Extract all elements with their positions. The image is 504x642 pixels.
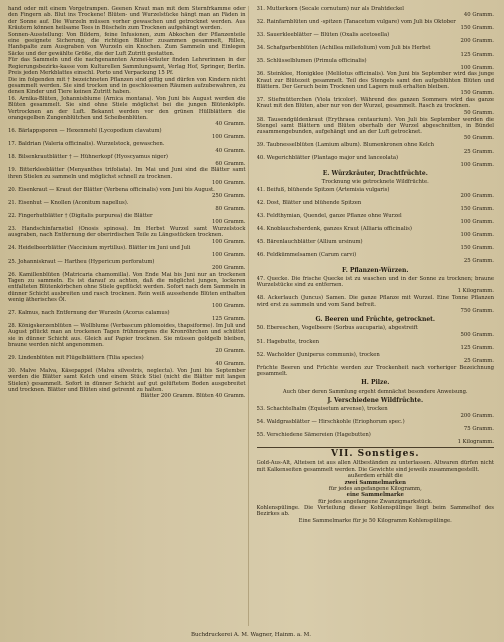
entry-quantity: 40 Gramm.	[215, 361, 246, 368]
entry-quantity: 50 Gramm.	[463, 109, 494, 116]
entry-quantity: 150 Gramm.	[460, 25, 494, 32]
entry-quantity: Blätter 200 Gramm. Blüten 40 Gramm.	[140, 393, 246, 400]
entry-text: 33. Sauerkleeblätter — Blüten (Oxalis acetosella)	[256, 32, 390, 39]
entry-text: 40. Wegerichblätter (Plantago major und lanceolata)	[256, 155, 399, 162]
entry-quantity: 125 Gramm.	[460, 51, 494, 58]
columns	[8, 6, 494, 626]
entry-quantity: 150 Gramm.	[460, 245, 494, 252]
entry-text: 17. Baldrian (Valeria officinalis). Wurzelstock, gewaschen.	[8, 141, 165, 148]
entry-quantity: 200 Gramm.	[460, 38, 494, 45]
vii-paragraph-1: Gold-Aus-Alt, Alteisen ist aus allen Altbeständen zu unterlassen. Altwaren dürfen nicht mit Kalkenseiten gesammelt werden. Die Gewichte sind jeweils zusammengestellt.	[256, 460, 494, 473]
section-g-list	[257, 325, 495, 364]
section-j-list	[257, 406, 495, 445]
section-e-entry	[257, 213, 495, 226]
entry-text: 53. Schachtelhalm (Equisetum arvense), trocken	[256, 406, 388, 413]
entry-quantity: 100 Gramm.	[212, 219, 246, 226]
left-item-list	[8, 96, 246, 399]
right-item-entry	[257, 97, 495, 116]
entry-quantity: 200 Gramm.	[460, 412, 494, 419]
entry-quantity: 1 Kilogramm.	[457, 438, 494, 445]
entry-text: 44. Knoblauchsherdenk, ganzes Kraut (Alliaria officinalis)	[256, 225, 412, 232]
left-item-entry	[8, 323, 246, 354]
left-column	[8, 6, 249, 626]
vii-line-4: eine Sammelmarke	[346, 492, 404, 499]
section-f-title: F. Pflanzen-Würzen.	[342, 266, 409, 274]
entry-quantity: 100 Gramm.	[212, 134, 246, 141]
left-item-entry	[8, 167, 246, 186]
left-item-entry	[8, 213, 246, 226]
entry-quantity: 50 Gramm.	[463, 135, 494, 142]
section-j-entry	[257, 419, 495, 432]
entry-quantity: 25 Gramm.	[463, 148, 494, 155]
entry-quantity: 125 Gramm.	[460, 344, 494, 351]
entry-text: 16. Bärlappsporen — Hexenmehl (Lycopodium clavatum)	[8, 128, 162, 135]
left-item-entry	[8, 187, 246, 200]
entry-text: 23. Handschinfarnstiel (Onosis spinosa). Im Herbst Wurzel samt Wurzelstock ausgraben, nach Entfernung der oberirdischen Teile zu Längsstücken trocknen.	[8, 226, 246, 239]
section-vii-title: VII. Sonstiges.	[330, 449, 420, 459]
right-item-entry	[257, 71, 495, 96]
right-item-entry	[257, 19, 495, 32]
vii-line-3: für jedes angefangene Kilogramm,	[328, 485, 422, 492]
left-item-entry	[8, 310, 246, 323]
left-item-entry	[8, 226, 246, 245]
vii-line-1: außerdem erhält die	[347, 473, 403, 480]
entry-quantity: 125 Gramm.	[212, 316, 246, 323]
entry-text: 32. Rainfarnblüten und -spitzen (Tanacetum vulgare) vom Juli bis Oktober	[256, 19, 456, 26]
entry-text: 48. Ackerlauch (Juncus) Samen. Die ganze Pflanze mit Wurzel. Eine Tonne Pflanzen wird erst zu sammeln und vom Sand befreit.	[256, 295, 494, 308]
section-e-entry	[257, 226, 495, 239]
right-item-entry	[257, 155, 495, 168]
right-item-entry	[257, 6, 495, 19]
entry-text: 24. Heidelbeerblätter (Vaccinium myrtillus). Blätter im Juni und Juli	[8, 245, 191, 252]
left-item-entry	[8, 355, 246, 368]
entry-quantity: 200 Gramm.	[212, 264, 246, 271]
entry-text: 26. Kamillenblüten (Matricaria chamomilla). Von Ende Mai bis Juni nur an trockenen Tagen zu sammeln. Es ist darauf zu achten, daß die möglichst jungen, lockeren entfalteten Blütenkörbchen ohne Stiele gepflückt werden. Sofort nach dem Sammeln in dünner Schicht ausbreiten und rasch trocknen. Rein weiß aussehende Blüten enthalten wenig ätherisches Öl.	[8, 271, 246, 303]
left-item-entry	[8, 141, 246, 154]
entry-text: 42. Dost, Blätter und blühende Spitzen	[256, 199, 362, 206]
entry-text: 45. Bärenlauchblätter (Allium ursinum)	[256, 238, 363, 245]
right-item-entry	[257, 117, 495, 142]
entry-text: 25. Johanniskraut — Hartheu (Hypericum perforatum)	[8, 258, 155, 265]
entry-text: 36. Steinklee, Honigklee (Melilotus officinalis). Von Juni bis September wird das junge Kraut zur Blütezeit gesammelt. Teil des Stengels samt den aufgeblühten Blüten und Blättern. Der Geruch beim Trocknen und Lagern muß erhalten bleiben.	[256, 71, 494, 91]
left-item-entry	[8, 200, 246, 213]
entry-text: 38. Tausendgüldenkraut (Erythraea centaurium). Von Juli bis September werden die Stengel samt Blättern und Blüten oberhalb der Wurzel abgeschnitten, in Bündel zusammengebunden, aufgehängt und an der Luft getrocknet.	[256, 116, 494, 136]
printer-imprint: Buchdruckerei A. M. Wagner, Hainm. a. M.	[190, 632, 312, 638]
entry-text: 28. Königskerzenblüten — Wollblume (Verbascum phlomoides, thapsiforme). Im Juli und August pflückt man an trockenen Tagen frühmorgens die Kronröhrchen und schüttet sie in dünner Schicht aus. Gleich auf Papier trocknen. Sie müssen goldgelb bleiben, braune werden nicht angenommen.	[8, 323, 246, 348]
section-e-entry	[257, 239, 495, 252]
entry-quantity: 100 Gramm.	[212, 180, 246, 187]
entry-text: 50. Ebereschen, Vogelbeere (Sorbus aucuparia), abgestreift	[256, 325, 418, 332]
section-e-title: E. Würzkräuter, Drachtfrüchte.	[322, 169, 428, 177]
section-g-entry	[257, 339, 495, 352]
vii-paragraph-2: Kohlenspülinge. Die Verteilung dieser Kohlenspülinge liegt beim Sammelhof des Bezirkes ab.	[256, 504, 494, 518]
entry-text: 51. Hagebutte, trocken	[256, 338, 320, 345]
intro-paragraph: hand oder mit einem Vorgetrampen. Geenen Kraut man mit dem Sternfrkamme oder den Fingern ab. Blut ins Trockene! Blüten- und Wurzelstücke hängt man an Fäden in der Sonne auf. Die Wurzeln müssen vorher gewaschen und getrocknet werden. Aus Kräutern können heilsame Tees in Büscheln zum Trocknen aufgehängt werden.	[8, 6, 246, 31]
entry-text: 34. Schafgarbenblüten (Achillea millefolium) vom Juli bis Herbst	[256, 45, 431, 52]
entry-text: 29. Lindenblüten mit Flügelblättern (Tilia species)	[8, 355, 144, 362]
right-item-entry	[257, 45, 495, 58]
section-j-entry	[257, 432, 495, 445]
entry-text: 55. Verschiedene Sämereien (Hagebutten)	[256, 432, 371, 439]
right-item-entry	[257, 32, 495, 45]
entry-quantity: 500 Gramm.	[460, 331, 494, 338]
entry-text: 18. Bilsenkrautblätter † — Hühnerkopf (Hyoscyamus niger)	[8, 154, 168, 161]
entry-text: 30. Malve Malva, Käsepappel (Malva silvestris, neglecta). Von Juni bis September werden die Blätter samt Kelch und einem Stück Stiel (nicht die Blätter mit langen Stielen) gesammelt. Sofort in dünner Schicht auf gut gelüftetem Boden ausgebreitet und trocknen. Blätter und Blüten sind getrennt zu halten.	[8, 368, 246, 394]
left-item-entry	[8, 259, 246, 272]
section-f-list	[257, 276, 495, 314]
entry-quantity: 40 Gramm.	[215, 121, 246, 128]
entry-quantity: 200 Gramm.	[460, 192, 494, 199]
section-e-note: Trocknung wie getrocknete Wildfrüchte.	[321, 179, 429, 186]
entry-text: 46. Feldkümmelsamen (Carum carvi)	[256, 251, 357, 258]
entry-quantity: 250 Gramm.	[212, 193, 246, 200]
left-item-entry	[8, 245, 246, 258]
section-j-entry	[257, 406, 495, 419]
section-j-title: J. Verschiedene Wildfrüchte.	[327, 396, 424, 404]
section-e-entry	[257, 187, 495, 200]
entry-quantity: 100 Gramm.	[460, 64, 494, 71]
paragraph-3: Für das Sammeln und die nachgenannten Arznei-kräuter finden Lehrerinnen in der Regierungsbezirks-kasse vom Kulturellen Sammlungsamt, Verlag Hof, Springer, Berlin. Preis jeden Merkblattes einschl. Porto und Verpackung 15 Pf.	[8, 57, 246, 76]
vii-line-5: für jedes angefangene Zwanzigmarkstück.	[318, 498, 433, 505]
section-h-note: Auch über deren Sammlung ergeht demnächst besondere Anweisung.	[282, 388, 468, 395]
section-e-entry	[257, 200, 495, 213]
entry-quantity: 100 Gramm.	[460, 161, 494, 168]
entry-text: 31. Mutterkorn (Secale cornutum) nur als Drahtdeckel	[256, 6, 404, 12]
section-f-entry	[257, 295, 495, 314]
right-item-list	[257, 6, 495, 168]
left-item-entry	[8, 154, 246, 167]
right-item-entry	[257, 58, 495, 71]
entry-text: 22. Fingerhutblätter † (Digitalis purpurea) die Blätter	[8, 213, 153, 219]
entry-quantity: 1 Kilogramm.	[457, 288, 494, 295]
entry-quantity: 25 Gramm.	[463, 258, 494, 265]
right-item-entry	[257, 142, 495, 155]
entry-text: 41. Beifuß, blühende Spitzen (Artemisia vulgaris)	[256, 186, 390, 193]
left-item-entry	[8, 368, 246, 399]
left-item-entry	[8, 272, 246, 310]
entry-text: 52. Wacholder (Juniperus communis), trocken	[256, 351, 380, 358]
entry-text: 47. Quecke. Die frische Quecke ist zu waschen und in der Sonne zu trocknen; braune Wurzelstücke sind zu entfernen.	[256, 275, 494, 289]
section-g-note: Früchte Beeren und Früchte werden zur Trockenheit nach vorheriger Bezeichnung gesammelt.	[256, 364, 494, 378]
section-g-title: G. Beeren und Früchte, getrocknet.	[315, 316, 435, 324]
section-h-title: H. Pilze.	[361, 379, 390, 387]
entry-text: 16. Arnika-Blüten, Johannisblume (Arnica montana). Von Juni bis August werden die Blüten gesammelt. Sie sind ohne Stiele möglichst bei die jungen Blütenköpfe. Vertrocknen an der Luft. Bekannt werden vor den grünen Hüllblättern die orangegelben Zungenblütchen und Scheibenblüten.	[8, 96, 246, 122]
section-g-entry	[257, 352, 495, 365]
vii-paragraph-3: Eine Sammelmarke für je 50 Kilogramm Kohlenspülinge.	[298, 517, 452, 524]
left-item-entry	[8, 128, 246, 141]
entry-quantity: 75 Gramm.	[463, 425, 494, 432]
entry-text: 35. Schlüsselblumen (Primula officinalis)	[256, 58, 367, 65]
entry-text: 19. Bitterkleeblätter (Menyanthes trifoliata). Im Mai und Juni sind die Blätter samt ihren Stielen zu sammeln und möglichst schnell zu trocknen.	[8, 167, 246, 180]
poison-note: Die im folgenden mit † bezeichneten Pflanzen sind giftig und dürfen von Kindern nicht gesammelt werden. Sie sind trocken und in geschlossenen Räumen aufzubewahren, zu denen Kinder und Tiere keinen Zutritt haben.	[8, 76, 246, 96]
entry-text: 37. Stiefmütterchen (Viola tricolor). Während des ganzen Sommers wird das ganze Kraut mit den Blüten, aber nur von der Wurzel, gesammelt. Rasch zu trocknen.	[256, 97, 494, 110]
divider	[257, 447, 495, 448]
entry-quantity: 60 Gramm.	[215, 160, 246, 167]
entry-quantity: 100 Gramm.	[212, 303, 246, 310]
entry-text: 21. Eisenhut — Knollen (Aconitum napellus).	[8, 199, 129, 206]
entry-quantity: 750 Gramm.	[460, 307, 494, 314]
entry-text: 20. Eisenkraut — Kraut der Blätter (Verbena officinalis) vom Juni bis August.	[8, 186, 215, 193]
section-e-list	[257, 187, 495, 265]
section-g-entry	[257, 325, 495, 338]
entry-quantity: 25 Gramm.	[463, 357, 494, 364]
entry-quantity: 20 Gramm.	[215, 348, 246, 355]
entry-text: 27. Kalmus, nach Entfernung der Wurzeln (Acorus calamus)	[8, 309, 170, 316]
right-column	[257, 6, 495, 626]
entry-quantity: 40 Gramm.	[215, 147, 246, 154]
entry-quantity: 40 Gramm.	[463, 12, 494, 19]
vii-line-2: zwei Sammelmarken	[344, 479, 406, 486]
entry-text: 43. Feldthymian, Quendel, ganze Pflanze ohne Wurzel	[256, 212, 402, 219]
entry-quantity: 100 Gramm.	[460, 232, 494, 239]
paragraph-2: Sonnen-Ausstellung: Von Bildern, feine Infusionen, zum Abkochen der Pflanzenteile eine geeignete Sicherung, die richtigen Blätter zusammen gesammelt, Rillen, Hanfspalte zum Ausgraben von Wurzeln ein Knochen. Zum Sammeln und Einlegen Säcke und der gewählte Größe, die der Luft Zutritt gestatten.	[8, 31, 246, 57]
entry-quantity: 100 Gramm.	[212, 251, 246, 258]
entry-quantity: 150 Gramm.	[460, 90, 494, 97]
entry-text: 39. Taubnesselblüten (Lamium album). Blumenkronen ohne Kelch	[256, 142, 435, 149]
entry-quantity: 100 Gramm.	[460, 219, 494, 225]
section-e-entry	[257, 252, 495, 265]
entry-text: 54. Waldgrasblätter — Hirschkohle (Eriophorum spec.)	[256, 419, 405, 426]
section-f-entry	[257, 276, 495, 295]
left-item-entry	[8, 96, 246, 127]
entry-quantity: 100 Gramm.	[212, 238, 246, 245]
entry-quantity: 150 Gramm.	[460, 205, 494, 212]
entry-quantity: 80 Gramm.	[215, 206, 246, 213]
